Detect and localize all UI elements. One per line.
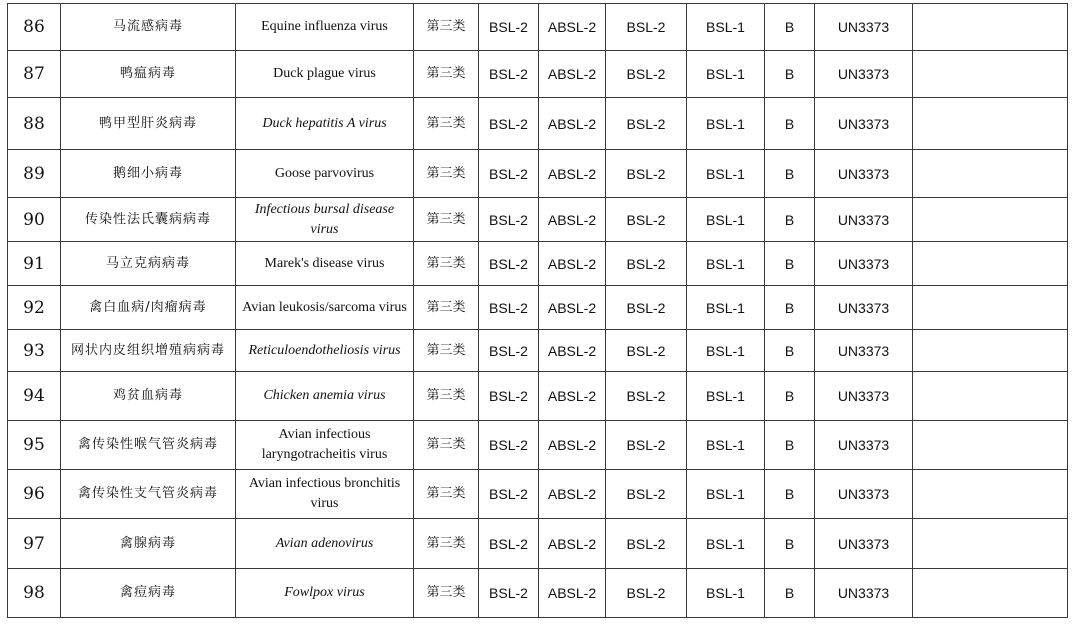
- row-number-cell: 97: [8, 519, 61, 569]
- lab-level-3-cell: BSL-2: [606, 569, 687, 618]
- un-number-cell: UN3373: [815, 4, 913, 51]
- english-name-cell: Marek's disease virus: [236, 242, 414, 286]
- chinese-name-cell: 禽痘病毒: [61, 569, 236, 618]
- table-row: [8, 286, 1068, 330]
- english-name-cell: Avian adenovirus: [236, 519, 414, 569]
- lab-level-4-cell: BSL-1: [687, 4, 765, 51]
- packaging-class-cell: B: [765, 519, 815, 569]
- packaging-class-cell: B: [765, 372, 815, 421]
- table-row: [8, 150, 1068, 198]
- lab-level-2-cell: ABSL-2: [539, 470, 606, 519]
- packaging-class-cell: B: [765, 242, 815, 286]
- packaging-class-cell: B: [765, 470, 815, 519]
- un-number-cell: UN3373: [815, 519, 913, 569]
- lab-level-1-cell: BSL-2: [479, 569, 539, 618]
- table-row: [8, 98, 1068, 150]
- hazard-category-cell: 第三类: [414, 421, 479, 470]
- remarks-cell: [913, 330, 1068, 372]
- table-row: [8, 569, 1068, 618]
- english-name-cell: Fowlpox virus: [236, 569, 414, 618]
- chinese-name-cell: 鹅细小病毒: [61, 150, 236, 198]
- packaging-class-cell: B: [765, 150, 815, 198]
- hazard-category-cell: 第三类: [414, 98, 479, 150]
- remarks-cell: [913, 98, 1068, 150]
- row-number-cell: 94: [8, 372, 61, 421]
- table-row: [8, 519, 1068, 569]
- lab-level-4-cell: BSL-1: [687, 569, 765, 618]
- hazard-category-cell: 第三类: [414, 519, 479, 569]
- chinese-name-cell: 鸡贫血病毒: [61, 372, 236, 421]
- remarks-cell: [913, 286, 1068, 330]
- lab-level-1-cell: BSL-2: [479, 150, 539, 198]
- packaging-class-cell: B: [765, 421, 815, 470]
- remarks-cell: [913, 569, 1068, 618]
- lab-level-3-cell: BSL-2: [606, 286, 687, 330]
- lab-level-2-cell: ABSL-2: [539, 519, 606, 569]
- remarks-cell: [913, 198, 1068, 242]
- remarks-cell: [913, 150, 1068, 198]
- remarks-cell: [913, 51, 1068, 98]
- remarks-cell: [913, 421, 1068, 470]
- hazard-category-cell: 第三类: [414, 51, 479, 98]
- un-number-cell: UN3373: [815, 372, 913, 421]
- lab-level-1-cell: BSL-2: [479, 330, 539, 372]
- chinese-name-cell: 鸭甲型肝炎病毒: [61, 98, 236, 150]
- lab-level-1-cell: BSL-2: [479, 286, 539, 330]
- english-name-cell: Duck hepatitis A virus: [236, 98, 414, 150]
- un-number-cell: UN3373: [815, 242, 913, 286]
- row-number-cell: 86: [8, 4, 61, 51]
- lab-level-3-cell: BSL-2: [606, 242, 687, 286]
- lab-level-3-cell: BSL-2: [606, 421, 687, 470]
- packaging-class-cell: B: [765, 51, 815, 98]
- lab-level-2-cell: ABSL-2: [539, 198, 606, 242]
- lab-level-2-cell: ABSL-2: [539, 98, 606, 150]
- chinese-name-cell: 马流感病毒: [61, 4, 236, 51]
- lab-level-2-cell: ABSL-2: [539, 286, 606, 330]
- hazard-category-cell: 第三类: [414, 198, 479, 242]
- english-name-cell: Infectious bursal disease virus: [236, 198, 414, 242]
- hazard-category-cell: 第三类: [414, 242, 479, 286]
- lab-level-3-cell: BSL-2: [606, 150, 687, 198]
- row-number-cell: 96: [8, 470, 61, 519]
- lab-level-4-cell: BSL-1: [687, 330, 765, 372]
- remarks-cell: [913, 4, 1068, 51]
- english-name-cell: Avian infectious laryngotracheitis virus: [236, 421, 414, 470]
- lab-level-3-cell: BSL-2: [606, 330, 687, 372]
- un-number-cell: UN3373: [815, 51, 913, 98]
- lab-level-1-cell: BSL-2: [479, 98, 539, 150]
- table-row: [8, 242, 1068, 286]
- lab-level-1-cell: BSL-2: [479, 4, 539, 51]
- un-number-cell: UN3373: [815, 286, 913, 330]
- lab-level-2-cell: ABSL-2: [539, 569, 606, 618]
- lab-level-1-cell: BSL-2: [479, 242, 539, 286]
- pathogen-table: [7, 3, 1068, 618]
- lab-level-3-cell: BSL-2: [606, 372, 687, 421]
- table-row: [8, 470, 1068, 519]
- lab-level-4-cell: BSL-1: [687, 470, 765, 519]
- lab-level-4-cell: BSL-1: [687, 51, 765, 98]
- lab-level-1-cell: BSL-2: [479, 372, 539, 421]
- chinese-name-cell: 禽白血病/肉瘤病毒: [61, 286, 236, 330]
- english-name-cell: Duck plague virus: [236, 51, 414, 98]
- lab-level-4-cell: BSL-1: [687, 150, 765, 198]
- row-number-cell: 88: [8, 98, 61, 150]
- chinese-name-cell: 禽腺病毒: [61, 519, 236, 569]
- row-number-cell: 92: [8, 286, 61, 330]
- hazard-category-cell: 第三类: [414, 372, 479, 421]
- chinese-name-cell: 鸭瘟病毒: [61, 51, 236, 98]
- lab-level-4-cell: BSL-1: [687, 519, 765, 569]
- english-name-cell: Reticuloendotheliosis virus: [236, 330, 414, 372]
- row-number-cell: 95: [8, 421, 61, 470]
- table-row: [8, 4, 1068, 51]
- packaging-class-cell: B: [765, 198, 815, 242]
- packaging-class-cell: B: [765, 569, 815, 618]
- pathogen-table-sheet: [7, 3, 1068, 618]
- english-name-cell: Avian leukosis/sarcoma virus: [236, 286, 414, 330]
- lab-level-3-cell: BSL-2: [606, 4, 687, 51]
- table-row: [8, 330, 1068, 372]
- packaging-class-cell: B: [765, 286, 815, 330]
- un-number-cell: UN3373: [815, 150, 913, 198]
- hazard-category-cell: 第三类: [414, 470, 479, 519]
- lab-level-2-cell: ABSL-2: [539, 51, 606, 98]
- lab-level-4-cell: BSL-1: [687, 286, 765, 330]
- row-number-cell: 91: [8, 242, 61, 286]
- lab-level-2-cell: ABSL-2: [539, 4, 606, 51]
- lab-level-1-cell: BSL-2: [479, 421, 539, 470]
- lab-level-4-cell: BSL-1: [687, 198, 765, 242]
- hazard-category-cell: 第三类: [414, 569, 479, 618]
- row-number-cell: 98: [8, 569, 61, 618]
- table-row: [8, 51, 1068, 98]
- un-number-cell: UN3373: [815, 330, 913, 372]
- hazard-category-cell: 第三类: [414, 150, 479, 198]
- chinese-name-cell: 网状内皮组织增殖病病毒: [61, 330, 236, 372]
- row-number-cell: 87: [8, 51, 61, 98]
- un-number-cell: UN3373: [815, 198, 913, 242]
- un-number-cell: UN3373: [815, 470, 913, 519]
- lab-level-3-cell: BSL-2: [606, 51, 687, 98]
- row-number-cell: 90: [8, 198, 61, 242]
- english-name-cell: Equine influenza virus: [236, 4, 414, 51]
- english-name-cell: Chicken anemia virus: [236, 372, 414, 421]
- remarks-cell: [913, 242, 1068, 286]
- remarks-cell: [913, 372, 1068, 421]
- hazard-category-cell: 第三类: [414, 286, 479, 330]
- lab-level-1-cell: BSL-2: [479, 51, 539, 98]
- row-number-cell: 93: [8, 330, 61, 372]
- un-number-cell: UN3373: [815, 569, 913, 618]
- lab-level-4-cell: BSL-1: [687, 372, 765, 421]
- lab-level-2-cell: ABSL-2: [539, 421, 606, 470]
- row-number-cell: 89: [8, 150, 61, 198]
- table-row: [8, 372, 1068, 421]
- remarks-cell: [913, 470, 1068, 519]
- packaging-class-cell: B: [765, 98, 815, 150]
- packaging-class-cell: B: [765, 4, 815, 51]
- lab-level-2-cell: ABSL-2: [539, 372, 606, 421]
- lab-level-4-cell: BSL-1: [687, 98, 765, 150]
- lab-level-3-cell: BSL-2: [606, 198, 687, 242]
- chinese-name-cell: 禽传染性喉气管炎病毒: [61, 421, 236, 470]
- lab-level-4-cell: BSL-1: [687, 421, 765, 470]
- un-number-cell: UN3373: [815, 98, 913, 150]
- chinese-name-cell: 禽传染性支气管炎病毒: [61, 470, 236, 519]
- lab-level-1-cell: BSL-2: [479, 519, 539, 569]
- remarks-cell: [913, 519, 1068, 569]
- lab-level-3-cell: BSL-2: [606, 98, 687, 150]
- table-body: [8, 4, 1068, 618]
- table-row: [8, 421, 1068, 470]
- un-number-cell: UN3373: [815, 421, 913, 470]
- lab-level-2-cell: ABSL-2: [539, 150, 606, 198]
- lab-level-2-cell: ABSL-2: [539, 242, 606, 286]
- hazard-category-cell: 第三类: [414, 330, 479, 372]
- lab-level-3-cell: BSL-2: [606, 470, 687, 519]
- lab-level-2-cell: ABSL-2: [539, 330, 606, 372]
- chinese-name-cell: 传染性法氏囊病病毒: [61, 198, 236, 242]
- english-name-cell: Avian infectious bronchitis virus: [236, 470, 414, 519]
- lab-level-1-cell: BSL-2: [479, 198, 539, 242]
- packaging-class-cell: B: [765, 330, 815, 372]
- lab-level-4-cell: BSL-1: [687, 242, 765, 286]
- hazard-category-cell: 第三类: [414, 4, 479, 51]
- chinese-name-cell: 马立克病病毒: [61, 242, 236, 286]
- table-row: [8, 198, 1068, 242]
- english-name-cell: Goose parvovirus: [236, 150, 414, 198]
- lab-level-3-cell: BSL-2: [606, 519, 687, 569]
- lab-level-1-cell: BSL-2: [479, 470, 539, 519]
